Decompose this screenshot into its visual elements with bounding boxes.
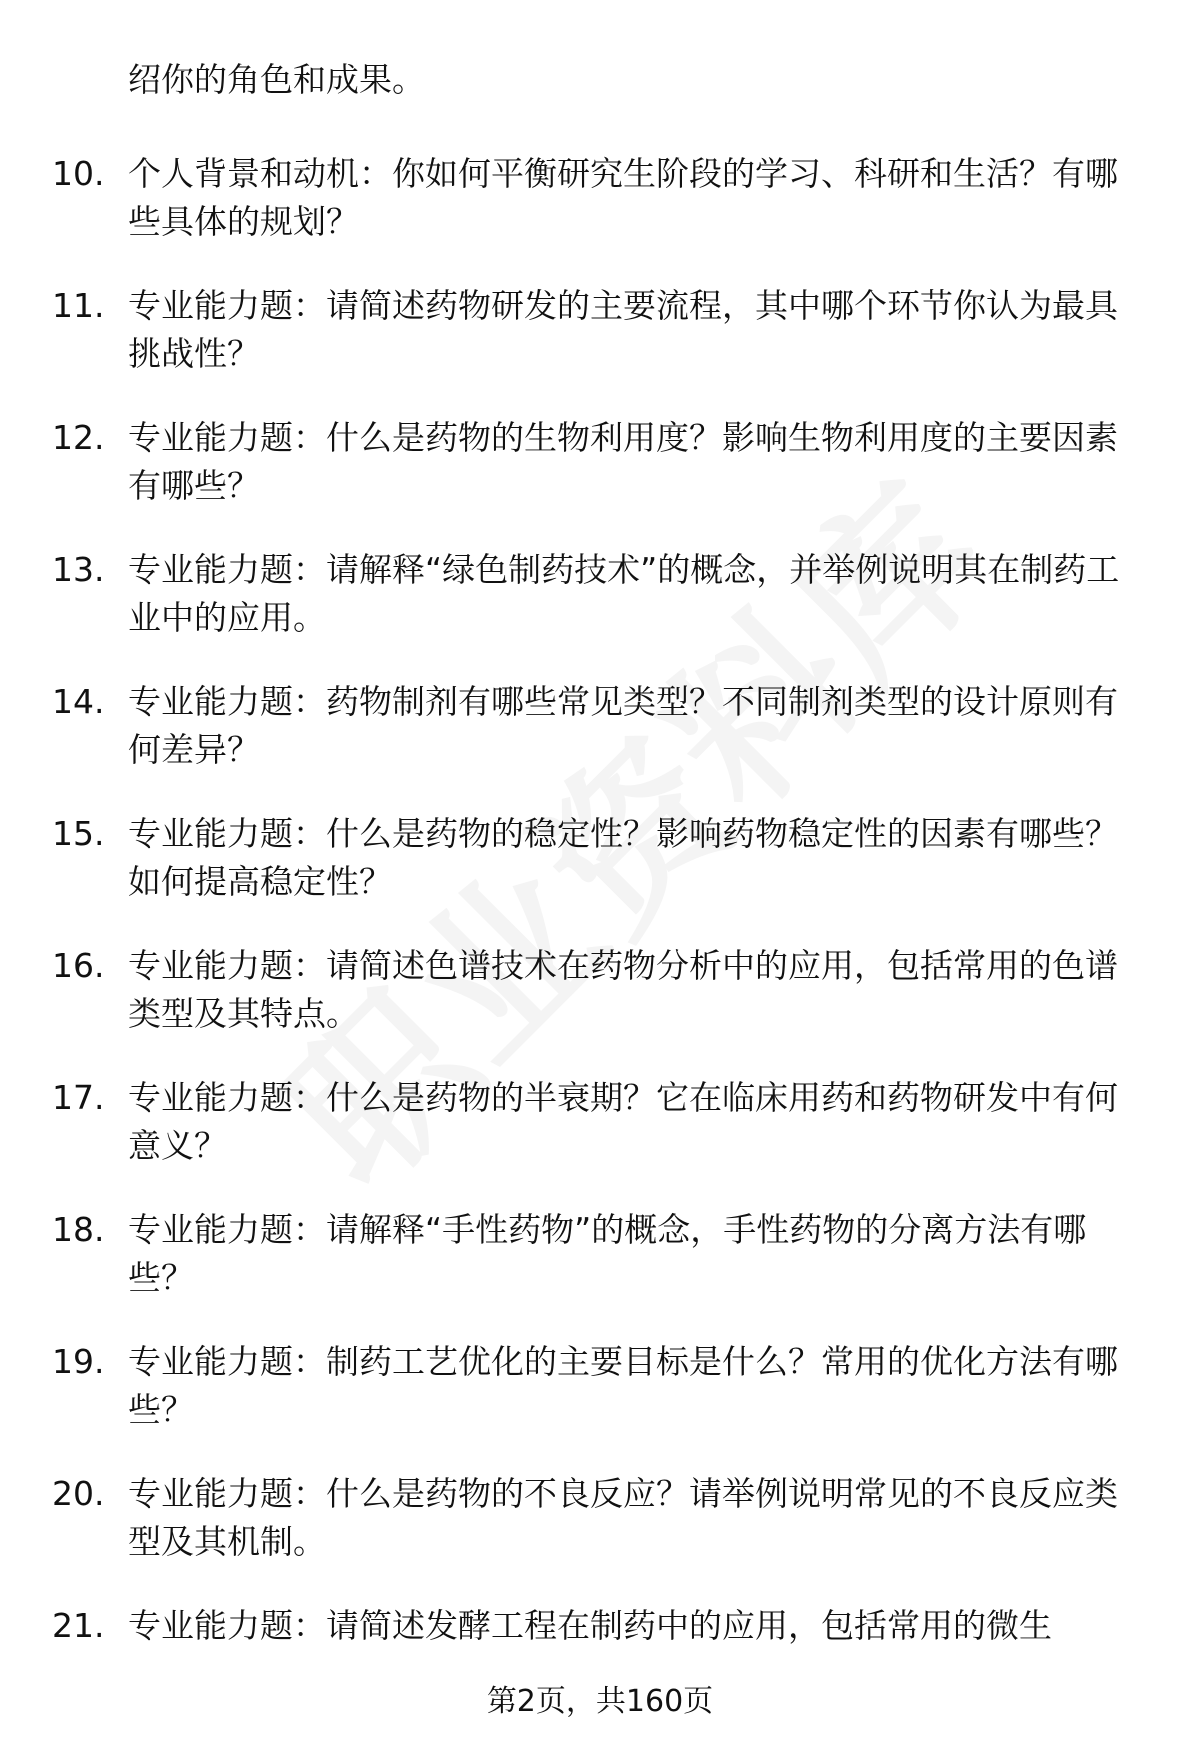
continued-text: 绍你的角色和成果。 (128, 60, 425, 99)
question-item (0, 1074, 1200, 1206)
question-list (0, 150, 1200, 1734)
question-item (0, 1470, 1200, 1602)
question-item (0, 414, 1200, 546)
question-item (0, 1206, 1200, 1338)
question-item (0, 282, 1200, 414)
question-number: 10. (52, 154, 105, 193)
question-number: 18. (52, 1210, 105, 1249)
question-item (0, 1338, 1200, 1470)
question-text: 专业能力题：什么是药物的生物利用度？影响生物利用度的主要因素有哪些？ (128, 418, 1118, 505)
question-text: 专业能力题：药物制剂有哪些常见类型？不同制剂类型的设计原则有何差异？ (128, 682, 1118, 769)
question-item (0, 150, 1200, 282)
question-number: 16. (52, 946, 105, 985)
question-number: 17. (52, 1078, 105, 1117)
question-text: 专业能力题：请解释“手性药物”的概念，手性药物的分离方法有哪些？ (128, 1210, 1087, 1297)
question-text: 专业能力题：请解释“绿色制药技术”的概念，并举例说明其在制药工业中的应用。 (128, 550, 1120, 637)
question-text: 专业能力题：什么是药物的半衰期？它在临床用药和药物研发中有何意义？ (128, 1078, 1118, 1165)
question-item (0, 678, 1200, 810)
question-number: 19. (52, 1342, 105, 1381)
question-number: 20. (52, 1474, 105, 1513)
question-item (0, 810, 1200, 942)
question-text: 个人背景和动机：你如何平衡研究生阶段的学习、科研和生活？有哪些具体的规划？ (128, 154, 1118, 241)
question-number: 13. (52, 550, 105, 589)
question-number: 11. (52, 286, 105, 325)
question-text: 专业能力题：请简述药物研发的主要流程，其中哪个环节你认为最具挑战性？ (128, 286, 1118, 373)
question-number: 12. (52, 418, 105, 457)
question-text: 专业能力题：制药工艺优化的主要目标是什么？常用的优化方法有哪些？ (128, 1342, 1118, 1429)
question-number: 21. (52, 1606, 105, 1645)
question-item (0, 942, 1200, 1074)
question-number: 14. (52, 682, 105, 721)
page-footer: 第2页，共160页 (486, 1684, 714, 1719)
question-item (0, 546, 1200, 678)
question-text: 专业能力题：什么是药物的不良反应？请举例说明常见的不良反应类型及其机制。 (128, 1474, 1118, 1561)
question-number: 15. (52, 814, 105, 853)
question-text: 专业能力题：请简述色谱技术在药物分析中的应用，包括常用的色谱类型及其特点。 (128, 946, 1118, 1033)
question-text: 专业能力题：什么是药物的稳定性？影响药物稳定性的因素有哪些？如何提高稳定性？ (128, 814, 1118, 901)
question-text: 专业能力题：请简述发酵工程在制药中的应用，包括常用的微生 (128, 1606, 1052, 1645)
